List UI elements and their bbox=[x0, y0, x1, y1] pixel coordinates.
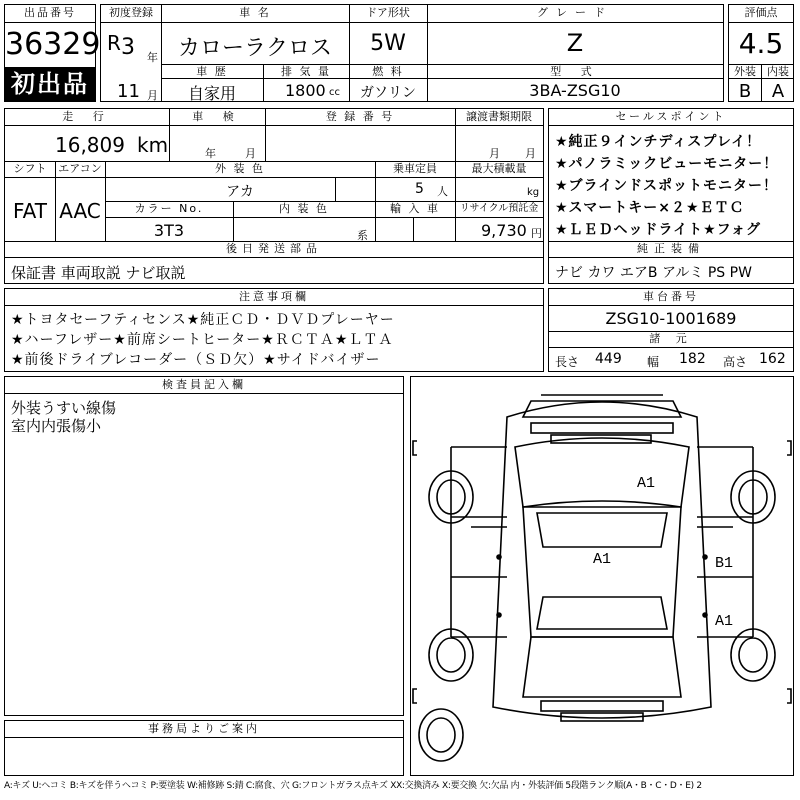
capacity-unit: 人 bbox=[437, 185, 448, 198]
ac-label: エアコン bbox=[58, 162, 102, 175]
mileage-label: 走 行 bbox=[62, 110, 112, 123]
cc-unit: cc bbox=[329, 87, 340, 98]
recycle-fee: 9,730 bbox=[481, 221, 527, 240]
reg-no-label: 登 録 番 号 bbox=[325, 110, 395, 123]
fuel-label: 燃 料 bbox=[372, 65, 404, 78]
shift-label: シフト bbox=[13, 162, 47, 175]
ext-color: アカ bbox=[226, 184, 254, 200]
recycle-label: リサイクル預託金 bbox=[459, 203, 539, 214]
notes-label: 注意事項欄 bbox=[5, 289, 543, 306]
width: 182 bbox=[679, 351, 706, 367]
recycle-yen: 円 bbox=[531, 227, 542, 240]
ext-color-label: 外 装 色 bbox=[215, 162, 265, 175]
note-line-2: ★ハーフレザー★前席シートヒーター★ＲＣＴＡ★ＬＴＡ bbox=[11, 332, 394, 348]
door-label: ドア形状 bbox=[366, 6, 410, 19]
note-line-3: ★前後ドライブレコーダー（ＳＤ欠）★サイドバイザー bbox=[11, 352, 381, 368]
color-no-label: カラー No. bbox=[134, 202, 204, 215]
lot-box bbox=[4, 4, 101, 102]
sales-point-3: ★ブラインドスポットモニター！ bbox=[555, 178, 778, 194]
notes-box bbox=[4, 288, 544, 372]
reg-month-unit: 月 bbox=[147, 89, 158, 102]
later-parts-label: 後日発送部品 bbox=[226, 242, 322, 255]
score-label: 評価点 bbox=[744, 6, 778, 19]
capacity: 5 bbox=[415, 181, 424, 197]
damage-mark-right-rear: A1 bbox=[715, 613, 734, 630]
transfer-label: 譲渡書類期限 bbox=[466, 110, 532, 123]
ext-grade: B bbox=[738, 81, 752, 102]
shift: FAT bbox=[12, 199, 47, 223]
dims-label: 諸 元 bbox=[649, 332, 693, 345]
car-diagram bbox=[411, 377, 793, 775]
sales-points-box bbox=[548, 108, 794, 284]
capacity-label: 乗車定員 bbox=[393, 162, 437, 175]
ext-label: 外装 bbox=[734, 65, 756, 78]
car-diagram-box bbox=[410, 376, 794, 776]
sales-point-1: ★純正９インチディスプレイ！ bbox=[555, 134, 762, 150]
color-no: 3T3 bbox=[153, 221, 185, 240]
reg-year: 3 bbox=[121, 35, 135, 60]
damage-mark-hood: A1 bbox=[637, 475, 656, 492]
inspector-label: 検査員記入欄 bbox=[5, 377, 403, 394]
door-type: 5W bbox=[370, 31, 406, 56]
sales-point-2: ★パノラミックビューモニター！ bbox=[555, 156, 779, 172]
equipment-label: 純正装備 bbox=[637, 242, 705, 255]
int-label: 内装 bbox=[767, 65, 789, 78]
int-grade: A bbox=[771, 81, 785, 102]
inspector-line-2: 室内内張傷小 bbox=[11, 417, 102, 435]
transfer-day-unit: 月 bbox=[525, 147, 536, 160]
inspection-month-unit: 月 bbox=[245, 147, 256, 160]
damage-mark-right-door: B1 bbox=[715, 555, 734, 572]
reg-month: 11 bbox=[117, 81, 140, 102]
sales-point-4: ★スマートキー×２★ＥＴＣ bbox=[555, 200, 745, 216]
chassis-box bbox=[548, 288, 794, 372]
displacement: 1800 bbox=[285, 81, 326, 100]
width-label: 幅 bbox=[647, 355, 660, 369]
history: 自家用 bbox=[187, 84, 236, 103]
equipment: ナビ カワ エアB アルミ PS PW bbox=[555, 265, 752, 281]
displacement-label: 排 気 量 bbox=[281, 65, 331, 78]
length-label: 長さ bbox=[555, 355, 580, 369]
chassis-label: 車台番号 bbox=[549, 289, 793, 306]
inspection-label: 車 検 bbox=[192, 110, 242, 123]
length: 449 bbox=[595, 351, 622, 367]
history-label: 車 歴 bbox=[196, 65, 228, 78]
office-label: 事務局よりご案内 bbox=[5, 721, 403, 738]
damage-mark-roof: A1 bbox=[593, 551, 612, 568]
model: 3BA-ZSG10 bbox=[529, 81, 621, 100]
max-load-label: 最大積載量 bbox=[471, 162, 527, 175]
mileage: 16,809 bbox=[55, 133, 125, 157]
import-label: 輸 入 車 bbox=[390, 202, 440, 215]
inspector-line-1: 外装うすい線傷 bbox=[11, 399, 117, 417]
fuel: ガソリン bbox=[360, 85, 416, 101]
first-reg-label: 初度登録 bbox=[109, 6, 153, 19]
height: 162 bbox=[759, 351, 786, 367]
note-line-1: ★トヨタセーフティセンス★純正ＣＤ・ＤＶＤプレーヤー bbox=[11, 312, 395, 328]
legend: A:キズ U:ヘコミ B:キズを伴うヘコミ P:要塗装 W:補修跡 S:錆 C:腐食、穴 G:フロントガラス点キズ XX:交換済み X:要交換 欠:欠品 内・外装評価 5段階ランク順(A・B・C・D・E) 2 bbox=[4, 781, 702, 791]
later-parts: 保証書 車両取説 ナビ取説 bbox=[11, 264, 186, 282]
lot-number: 36329 bbox=[5, 27, 101, 62]
ac: AAC bbox=[59, 199, 101, 223]
transfer-month-unit: 月 bbox=[489, 147, 500, 160]
chassis-number: ZSG10-1001689 bbox=[605, 309, 737, 328]
sales-point-5: ★ＬＥＤヘッドライト★フォグ bbox=[555, 222, 761, 238]
grade: Z bbox=[566, 29, 584, 57]
lot-label: 出品番号 bbox=[24, 6, 76, 19]
reg-year-unit: 年 bbox=[147, 51, 158, 64]
grade-label: グレード bbox=[537, 6, 613, 19]
sales-points-label: セールスポイント bbox=[549, 109, 793, 126]
height-label: 高さ bbox=[723, 355, 748, 369]
score: 4.5 bbox=[738, 27, 784, 60]
inspection-year-unit: 年 bbox=[205, 147, 216, 160]
car-name-label: 車 名 bbox=[239, 6, 271, 19]
int-color-label: 内 装 色 bbox=[279, 202, 329, 215]
office-box bbox=[4, 720, 404, 776]
reg-era: R bbox=[107, 31, 121, 55]
car-name: カローラクロス bbox=[177, 36, 332, 61]
inspector-box bbox=[4, 376, 404, 716]
vehicle-header-box bbox=[100, 4, 724, 102]
int-color-unit: 系 bbox=[357, 229, 368, 242]
first-listing-badge: 初出品 bbox=[5, 67, 95, 101]
max-load-unit: kg bbox=[527, 187, 540, 198]
details-box bbox=[4, 108, 544, 284]
mileage-unit: km bbox=[137, 133, 169, 157]
score-box bbox=[728, 4, 794, 102]
model-label: 型 式 bbox=[550, 65, 600, 78]
